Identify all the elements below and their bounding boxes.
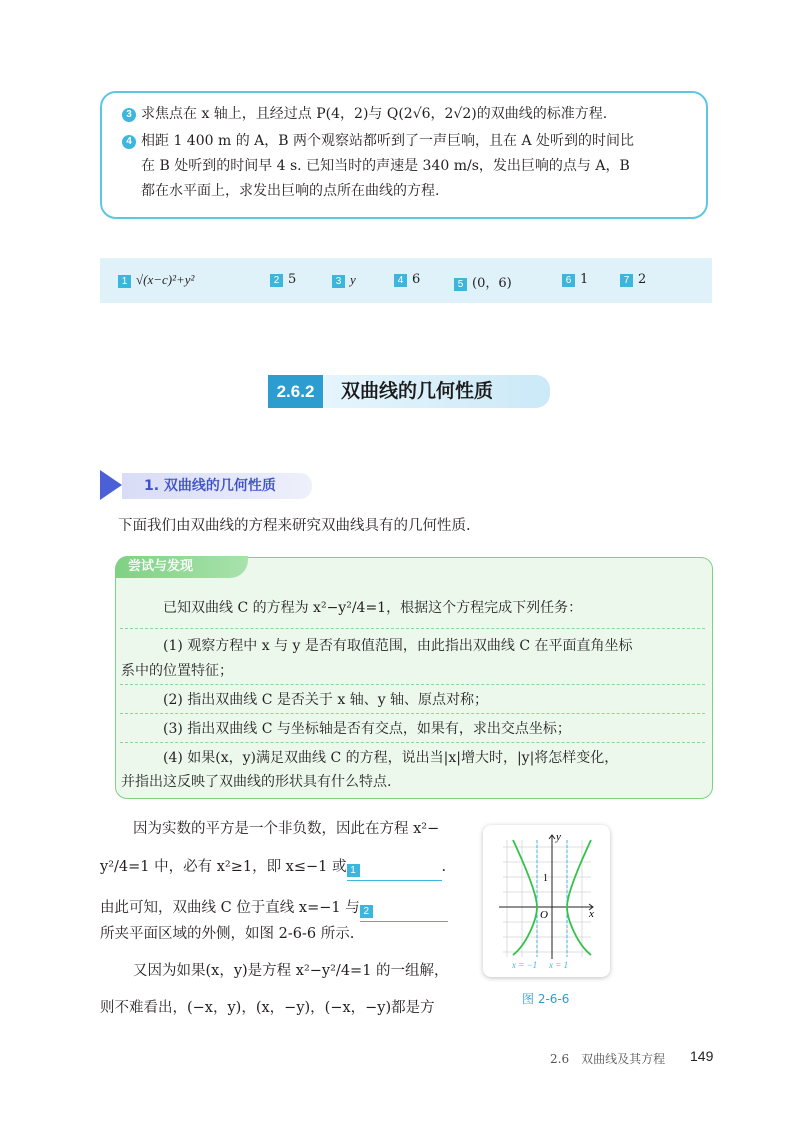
body-line-3: 由此可知，双曲线 C 位于直线 x=−1 与 2 (100, 897, 448, 922)
line-label-left: x = −1 (512, 960, 538, 970)
answer-item: 3 y (332, 272, 356, 288)
footer-chapter: 2.6 双曲线及其方程 (550, 1052, 666, 1066)
subsection-arrow-icon (100, 470, 122, 500)
answer-item: 1 √(x−c)²+y² (118, 272, 194, 288)
section-title: 双曲线的几何性质 (323, 375, 550, 408)
try-line-3: (2) 指出双曲线 C 是否关于 x 轴、y 轴、原点对称； (163, 692, 489, 708)
answer-item: 7 2 (620, 272, 646, 287)
answer-strip (100, 258, 712, 303)
exercise-3: 3 求焦点在 x 轴上，且经过点 P(4，2)与 Q(2√6，2√2)的双曲线的标准方程. (122, 104, 607, 124)
page-number: 149 (690, 1048, 714, 1064)
origin-label: O (540, 909, 548, 921)
exercise-4-line-2: 在 B 处听到的时间早 4 s. 已知当时的声速是 340 m/s，发出巨响的点与 A，B (141, 158, 630, 174)
answer-item: 2 5 (270, 272, 296, 287)
exercise-box (100, 91, 708, 219)
try-line-1: (1) 观察方程中 x 与 y 是否有取值范围，由此指出双曲线 C 在平面直角坐标 (163, 638, 633, 654)
try-line-4: (3) 指出双曲线 C 与坐标轴是否有交点，如果有，求出交点坐标； (163, 721, 571, 737)
line-label-right: x = 1 (549, 960, 569, 970)
x-axis-label: x (589, 908, 594, 920)
exercise-4-line-3: 都在水平面上，求发出巨响的点所在曲线的方程. (141, 183, 440, 199)
try-line-5: (4) 如果(x，y)满足双曲线 C 的方程，说出当|x|增大时，|y|将怎样变化， (163, 750, 619, 766)
figure-caption: 图 2-6-6 (522, 992, 570, 1006)
answer-item: 6 1 (562, 272, 588, 287)
divider (120, 628, 705, 629)
intro-paragraph: 下面我们由双曲线的方程来研究双曲线具有的几何性质. (118, 518, 471, 534)
divider (120, 742, 705, 743)
hyperbola-figure (483, 825, 610, 977)
body-line-5: 又因为如果(x，y)是方程 x²−y²/4=1 的一组解， (133, 963, 449, 979)
y-axis-label: y (556, 831, 561, 843)
body-line-1: 因为实数的平方是一个非负数，因此在方程 x²− (133, 821, 440, 837)
answer-item: 5 (0，6) (454, 272, 512, 291)
try-line-6: 并指出这反映了双曲线的形状具有什么特点. (121, 774, 392, 790)
subsection-title: 1. 双曲线的几何性质 (122, 473, 312, 499)
try-line-0: 已知双曲线 C 的方程为 x²−y²/4=1，根据这个方程完成下列任务： (163, 600, 583, 616)
try-line-2: 系中的位置特征； (121, 663, 233, 679)
body-line-4: 所夹平面区域的外侧，如图 2-6-6 所示. (100, 926, 355, 942)
exercise-number-4: 4 (122, 135, 136, 149)
try-discover-tab: 尝试与发现 (116, 556, 248, 578)
divider (120, 684, 705, 685)
answer-item: 4 6 (394, 272, 420, 287)
tick-label: 1 (543, 873, 548, 884)
figure-card (483, 825, 610, 977)
section-header (268, 375, 550, 408)
body-line-2: y²/4=1 中，必有 x²≥1，即 x≤−1 或 1 . (100, 856, 446, 881)
exercise-number-3: 3 (122, 108, 136, 122)
exercise-4: 4 相距 1 400 m 的 A，B 两个观察站都听到了一声巨响，且在 A 处听到的时间比 (122, 131, 634, 151)
section-number: 2.6.2 (268, 375, 323, 408)
divider (120, 713, 705, 714)
body-line-6: 则不难看出，(−x，y)，(x，−y)，(−x，−y)都是方 (100, 1000, 435, 1016)
answer-blank-2[interactable]: 2 (360, 899, 448, 922)
answer-blank-1[interactable]: 1 (347, 858, 442, 881)
